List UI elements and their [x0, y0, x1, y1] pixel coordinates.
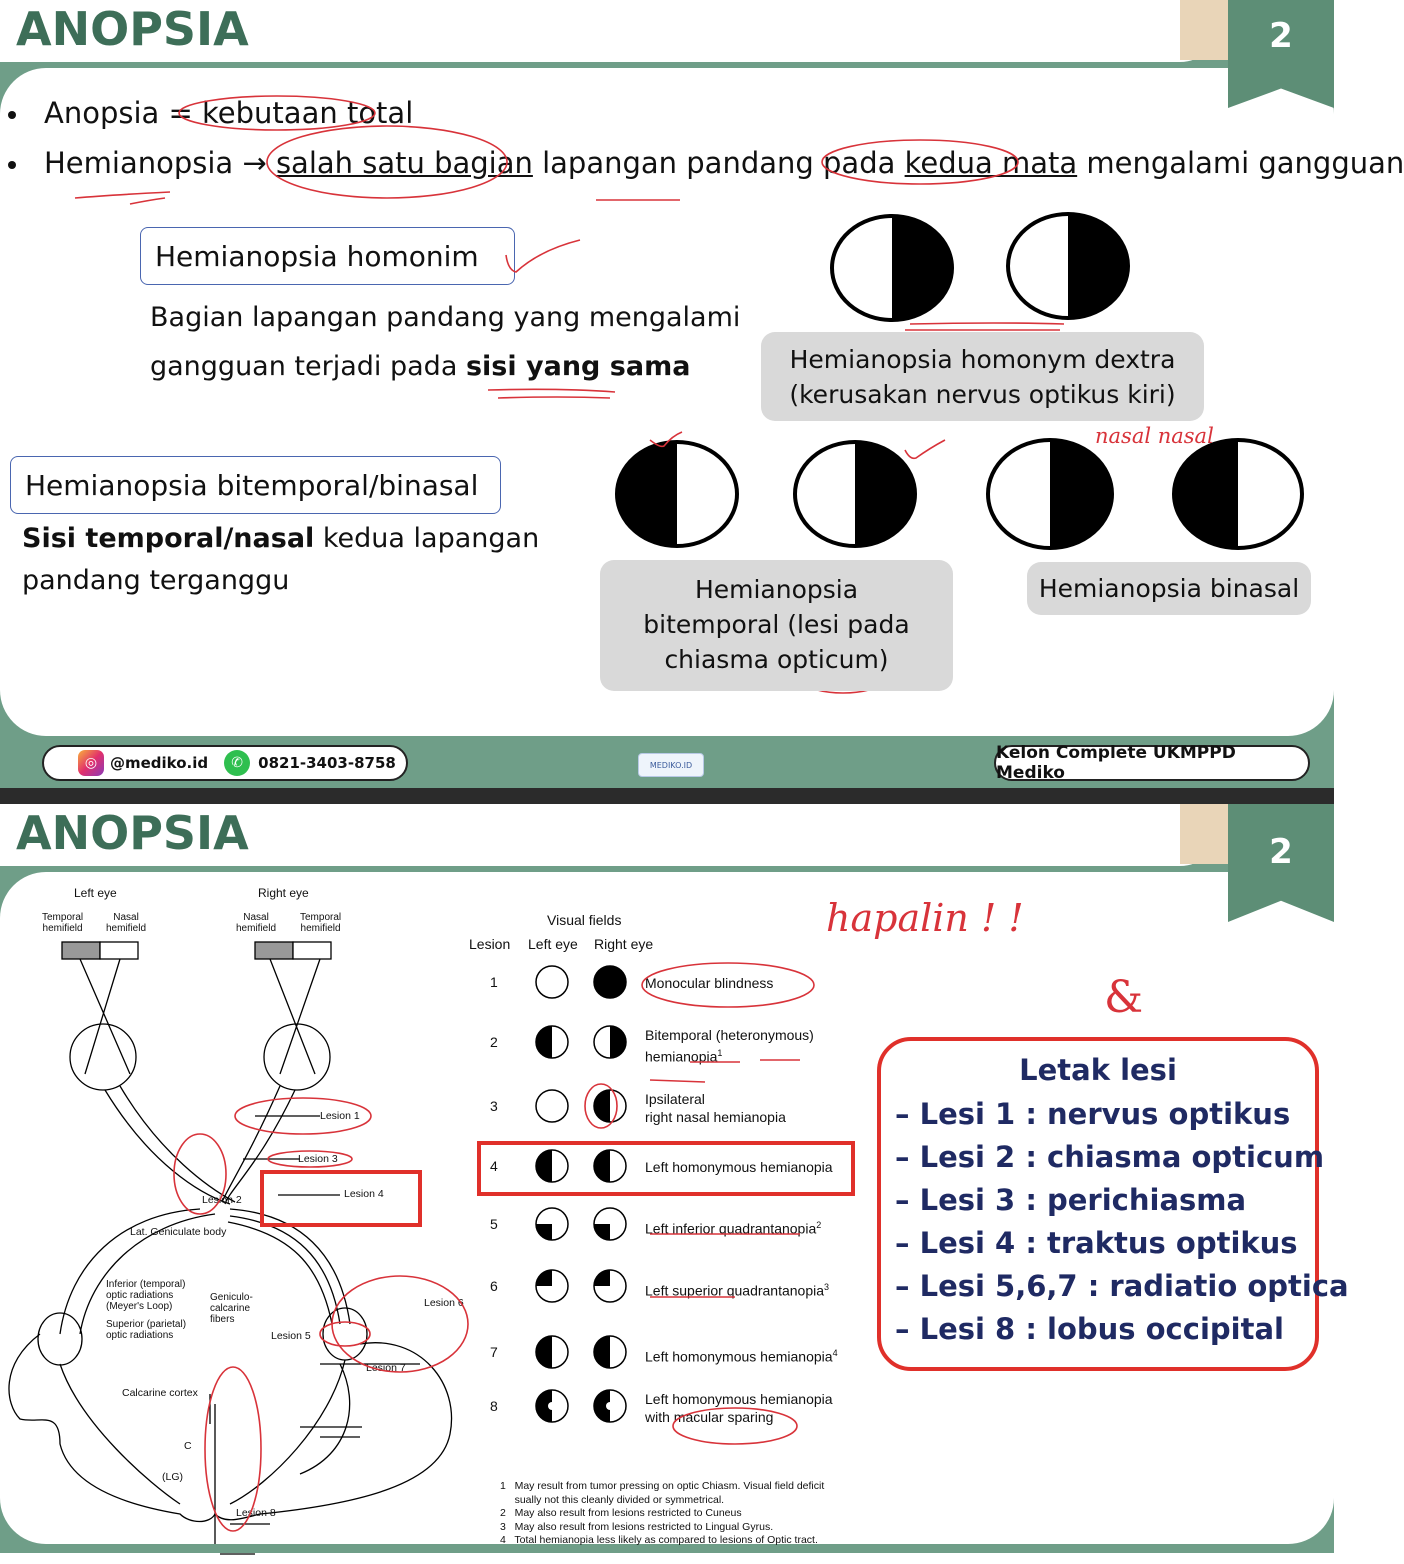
handwritten-hapalin: hapalin ! !	[826, 896, 1024, 940]
bullet-text: Hemianopsia →	[44, 146, 276, 180]
footnote-line: 2 May also result from lesions restricted to Cuneus	[500, 1507, 742, 1519]
bitemporal-desc-line1	[22, 518, 539, 560]
lesion-2-label: Lesion 2	[202, 1194, 242, 1206]
eye-binasal-right	[1174, 440, 1302, 548]
lesion-number: 4	[490, 1158, 498, 1174]
bullet-text-middle: lapangan pandang pada	[532, 146, 905, 180]
bitemporal-caption	[600, 560, 953, 691]
field-deficit-text: Left homonymous hemianopia with macular sparing	[645, 1391, 833, 1425]
homonym-caption-line2: (kerusakan nervus optikus kiri)	[789, 380, 1176, 409]
bitemporal-caption-line3: chiasma opticum)	[664, 645, 889, 674]
instagram-icon: ◎	[78, 750, 104, 776]
handwritten-nasal: nasal nasal	[1095, 424, 1214, 448]
bullet-highlight: salah satu bagian	[275, 146, 533, 180]
field-deficit-text: Left inferior quadrantanopia	[645, 1220, 817, 1237]
letak-lesi-box	[877, 1037, 1349, 1371]
eye-bitemporal-left	[617, 442, 737, 546]
page-number: 2	[1269, 16, 1293, 56]
visual-fields-header: Visual fields	[547, 912, 622, 928]
eye-bitemporal-right	[795, 442, 915, 546]
lesion-number: 6	[490, 1278, 498, 1294]
homonim-desc-bold: sisi yang sama	[465, 351, 691, 382]
field-deficit-text: Monocular blindness	[645, 975, 774, 991]
page-number: 2	[1269, 832, 1293, 872]
footnote-line: 1 May result from tumor pressing on optic Chiasm. Visual field deficit	[500, 1480, 825, 1492]
footnote-line: 4 Total hemianopia less likely as compared to lesions of Optic tract.	[500, 1534, 818, 1546]
lesion-number: 3	[490, 1098, 498, 1114]
nasal-hemifield-left: Nasal hemifield	[106, 912, 147, 934]
temporal-hemifield-left: Temporal hemifield	[42, 912, 84, 934]
slide-2	[0, 804, 1349, 1553]
bitemporal-box: Hemianopsia bitemporal/binasal	[10, 456, 501, 514]
temporal-hemifield-right: Temporal hemifield	[300, 912, 342, 934]
homonim-box: Hemianopsia homonim	[140, 227, 515, 285]
letak-lesi-title: Letak lesi	[1019, 1053, 1177, 1087]
lesion-3-label: Lesion 3	[298, 1153, 338, 1165]
lesi-item: – Lesi 8 : lobus occipital	[895, 1312, 1284, 1346]
calcarine-cortex-label: Calcarine cortex	[122, 1387, 198, 1399]
footnote-ref: 2	[816, 1220, 822, 1230]
lesion-1-label: Lesion 1	[320, 1110, 360, 1122]
lesi-item: – Lesi 4 : traktus optikus	[895, 1226, 1298, 1260]
col-right-eye: Right eye	[594, 936, 654, 952]
footnote-ref: 3	[824, 1282, 830, 1292]
right-eye-label: Right eye	[258, 886, 309, 900]
lesion-number: 2	[490, 1034, 498, 1050]
col-lesion: Lesion	[469, 936, 511, 952]
handwritten-ampersand: &	[1104, 972, 1144, 1023]
whatsapp-icon: ✆	[224, 750, 250, 776]
whatsapp-number[interactable]: 0821-3403-8758	[258, 754, 396, 772]
lesi-item: – Lesi 1 : nervus optikus	[895, 1097, 1291, 1131]
lesion-number: 1	[490, 974, 498, 990]
lesion-5-label: Lesion 5	[271, 1330, 311, 1342]
homonym-caption	[761, 332, 1204, 421]
bitemporal-description	[22, 518, 539, 602]
bullet-highlight: kebutaan total	[202, 96, 414, 130]
lesi-item: – Lesi 3 : perichiasma	[895, 1183, 1247, 1217]
bitemporal-caption-line1: Hemianopsia	[694, 575, 859, 604]
bitemporal-desc-bold: Sisi temporal/nasal	[22, 523, 315, 554]
geniculo-calcarine-label: Geniculo- calcarine fibers	[210, 1292, 253, 1325]
homonym-caption-line1: Hemianopsia homonym dextra	[789, 345, 1176, 374]
table-annotations	[0, 804, 900, 1553]
bullet-text: Anopsia =	[44, 96, 203, 130]
slide-title: ANOPSIA	[16, 2, 249, 56]
binasal-caption: Hemianopsia binasal	[1027, 562, 1311, 615]
field-deficit-text: Bitemporal (heteronymous) hemianopia	[645, 1027, 814, 1065]
footnote-line: sually not this cleanly divided or symmetrical.	[500, 1493, 725, 1506]
mediko-logo: MEDIKO.ID	[638, 753, 704, 777]
field-deficit-text: Left homonymous hemianopia	[645, 1159, 833, 1175]
inferior-radiations-label: Inferior (temporal) optic radiations (Meyer's Loop)	[106, 1279, 186, 1312]
eye-homonym-left	[832, 216, 952, 320]
lesion-6-label: Lesion 6	[424, 1297, 464, 1309]
col-left-eye: Left eye	[528, 936, 578, 952]
lesion-number: 5	[490, 1216, 498, 1232]
instagram-handle[interactable]: @mediko.id	[110, 754, 209, 772]
eye-homonym-right	[1008, 214, 1128, 318]
bullet-text-suffix: mengalami gangguan	[1077, 146, 1404, 180]
lesion-4-label: Lesion 4	[344, 1188, 384, 1200]
nasal-hemifield-right: Nasal hemifield	[236, 912, 277, 934]
course-label: Kelon Complete UKMPPD Mediko	[994, 745, 1310, 781]
lesi-item: – Lesi 2 : chiasma opticum	[895, 1140, 1325, 1174]
homonim-desc-prefix: gangguan terjadi pada	[150, 351, 466, 382]
superior-radiations-label: Superior (parietal) optic radiations	[106, 1319, 187, 1341]
footnote-line: 3 May also result from lesions restricted to Lingual Gyrus.	[500, 1520, 774, 1533]
lesion-number: 8	[490, 1398, 498, 1414]
lesi-item: – Lesi 5,6,7 : radiatio optica	[895, 1269, 1349, 1303]
footnote-ref: 1	[717, 1048, 723, 1058]
slide-title: ANOPSIA	[16, 806, 249, 860]
lesion-7-label: Lesion 7	[366, 1362, 406, 1374]
lg-label: (LG)	[162, 1471, 183, 1483]
slide-divider	[0, 788, 1334, 804]
field-deficit-text: Left homonymous hemianopia	[645, 1348, 833, 1365]
footnote-ref: 4	[832, 1348, 838, 1358]
c-label: C	[184, 1440, 192, 1452]
eye-binasal-left	[988, 440, 1112, 548]
lesion-number: 7	[490, 1344, 498, 1360]
bitemporal-desc-rest: kedua lapangan	[314, 523, 540, 554]
homonim-desc-line1: Bagian lapangan pandang yang mengalami	[150, 302, 741, 333]
lesion-8-label: Lesion 8	[236, 1507, 276, 1519]
bullet-highlight-2: kedua mata	[904, 146, 1078, 180]
bitemporal-caption-line2: bitemporal (lesi pada	[643, 610, 910, 639]
left-eye-label: Left eye	[74, 886, 117, 900]
field-deficit-text: Ipsilateral right nasal hemianopia	[645, 1091, 786, 1125]
field-deficit-text: Left superior quadrantanopia	[645, 1282, 825, 1299]
contact-pill	[42, 745, 408, 781]
bitemporal-desc-line2: pandang terganggu	[22, 565, 290, 596]
lat-geniculate-label: Lat. Geniculate body	[130, 1226, 227, 1238]
